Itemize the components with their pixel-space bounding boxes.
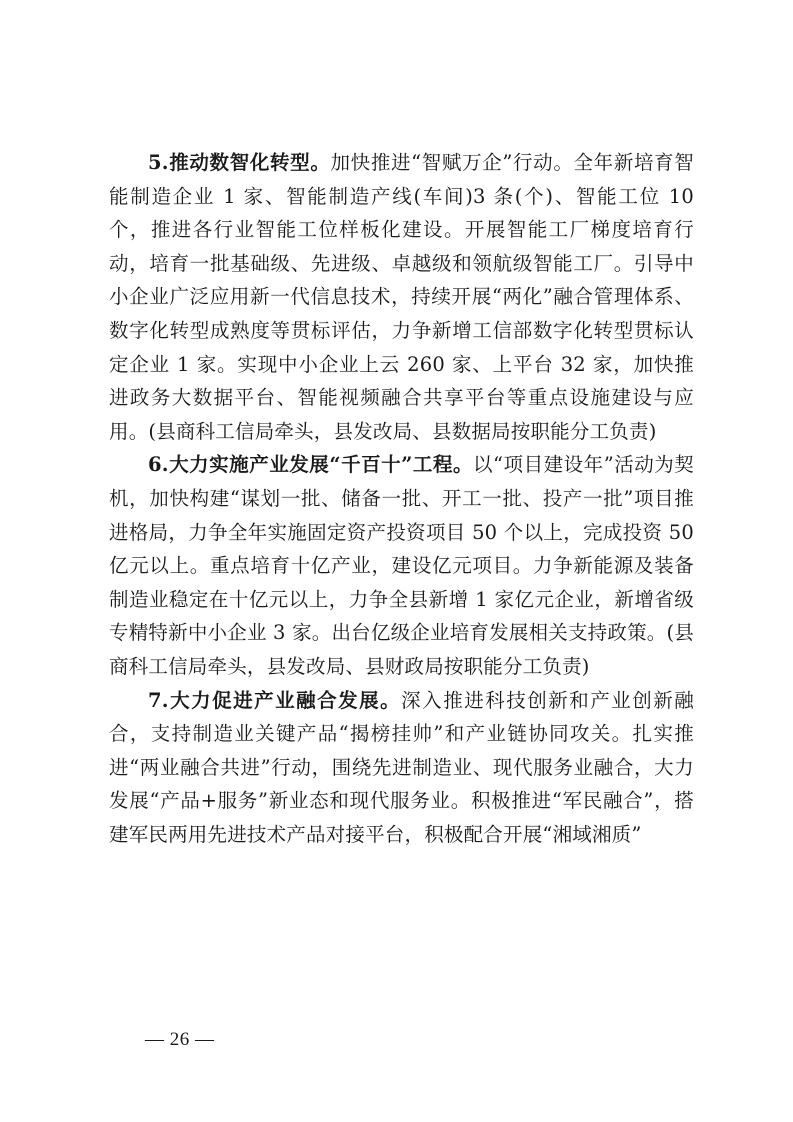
document-body bbox=[109, 146, 694, 851]
paragraph-5-body: 加快推进“智赋万企”行动。全年新培育智能制造企业 1 家、智能制造产线(车间)3 条(个)、智能工位 10 个，推进各行业智能工位样板化建设。开展智能工厂梯度培育行动，培育一批基础级、先进级、卓越级和领航级智能工厂。引导中小企业广泛应用新一代信息技术，持续开展“两化”融合管理体系、数字化转型成熟度等贯标评估，力争新增工信部数字化转型贯标认定企业 1 家。实现中小企业上云 260 家、上平台 32 家，加快推进政务大数据平台、智能视频融合共享平台等重点设施建设与应用。(县商科工信局牵头，县发改局、县数据局按职能分工负责) bbox=[109, 151, 694, 443]
paragraph-6 bbox=[109, 448, 694, 683]
paragraph-6-heading: 6.大力实施产业发展“千百十”工程。 bbox=[148, 453, 474, 477]
paragraph-7-heading: 7.大力促进产业融合发展。 bbox=[148, 688, 402, 712]
paragraph-5-heading: 5.推动数智化转型。 bbox=[148, 151, 331, 174]
paragraph-7 bbox=[109, 684, 694, 852]
paragraph-7-body: 深入推进科技创新和产业创新融合，支持制造业关键产品“揭榜挂帅”和产业链协同攻关。扎实推进“两业融合共进”行动，围绕先进制造业、现代服务业融合，大力发展“产品+服务”新业态和现代服务业。积极推进“军民融合”，搭建军民两用先进技术产品对接平台，积极配合开展“湘域湘质” bbox=[109, 688, 694, 846]
paragraph-5 bbox=[109, 146, 694, 448]
page-number: — 26 — bbox=[145, 1029, 215, 1050]
paragraph-6-body: 以“项目建设年”活动为契机，加快构建“谋划一批、储备一批、开工一批、投产一批”项目推进格局，力争全年实施固定资产投资项目 50 个以上，完成投资 50 亿元以上。重点培育十亿产业，建设亿元项目。力争新能源及装备制造业稳定在十亿元以上，力争全县新增 1 家亿元企业，新增省级专精特新中小企业 3 家。出台亿级企业培育发展相关支持政策。(县商科工信局牵头，县发改局、县财政局按职能分工负责) bbox=[109, 453, 694, 678]
